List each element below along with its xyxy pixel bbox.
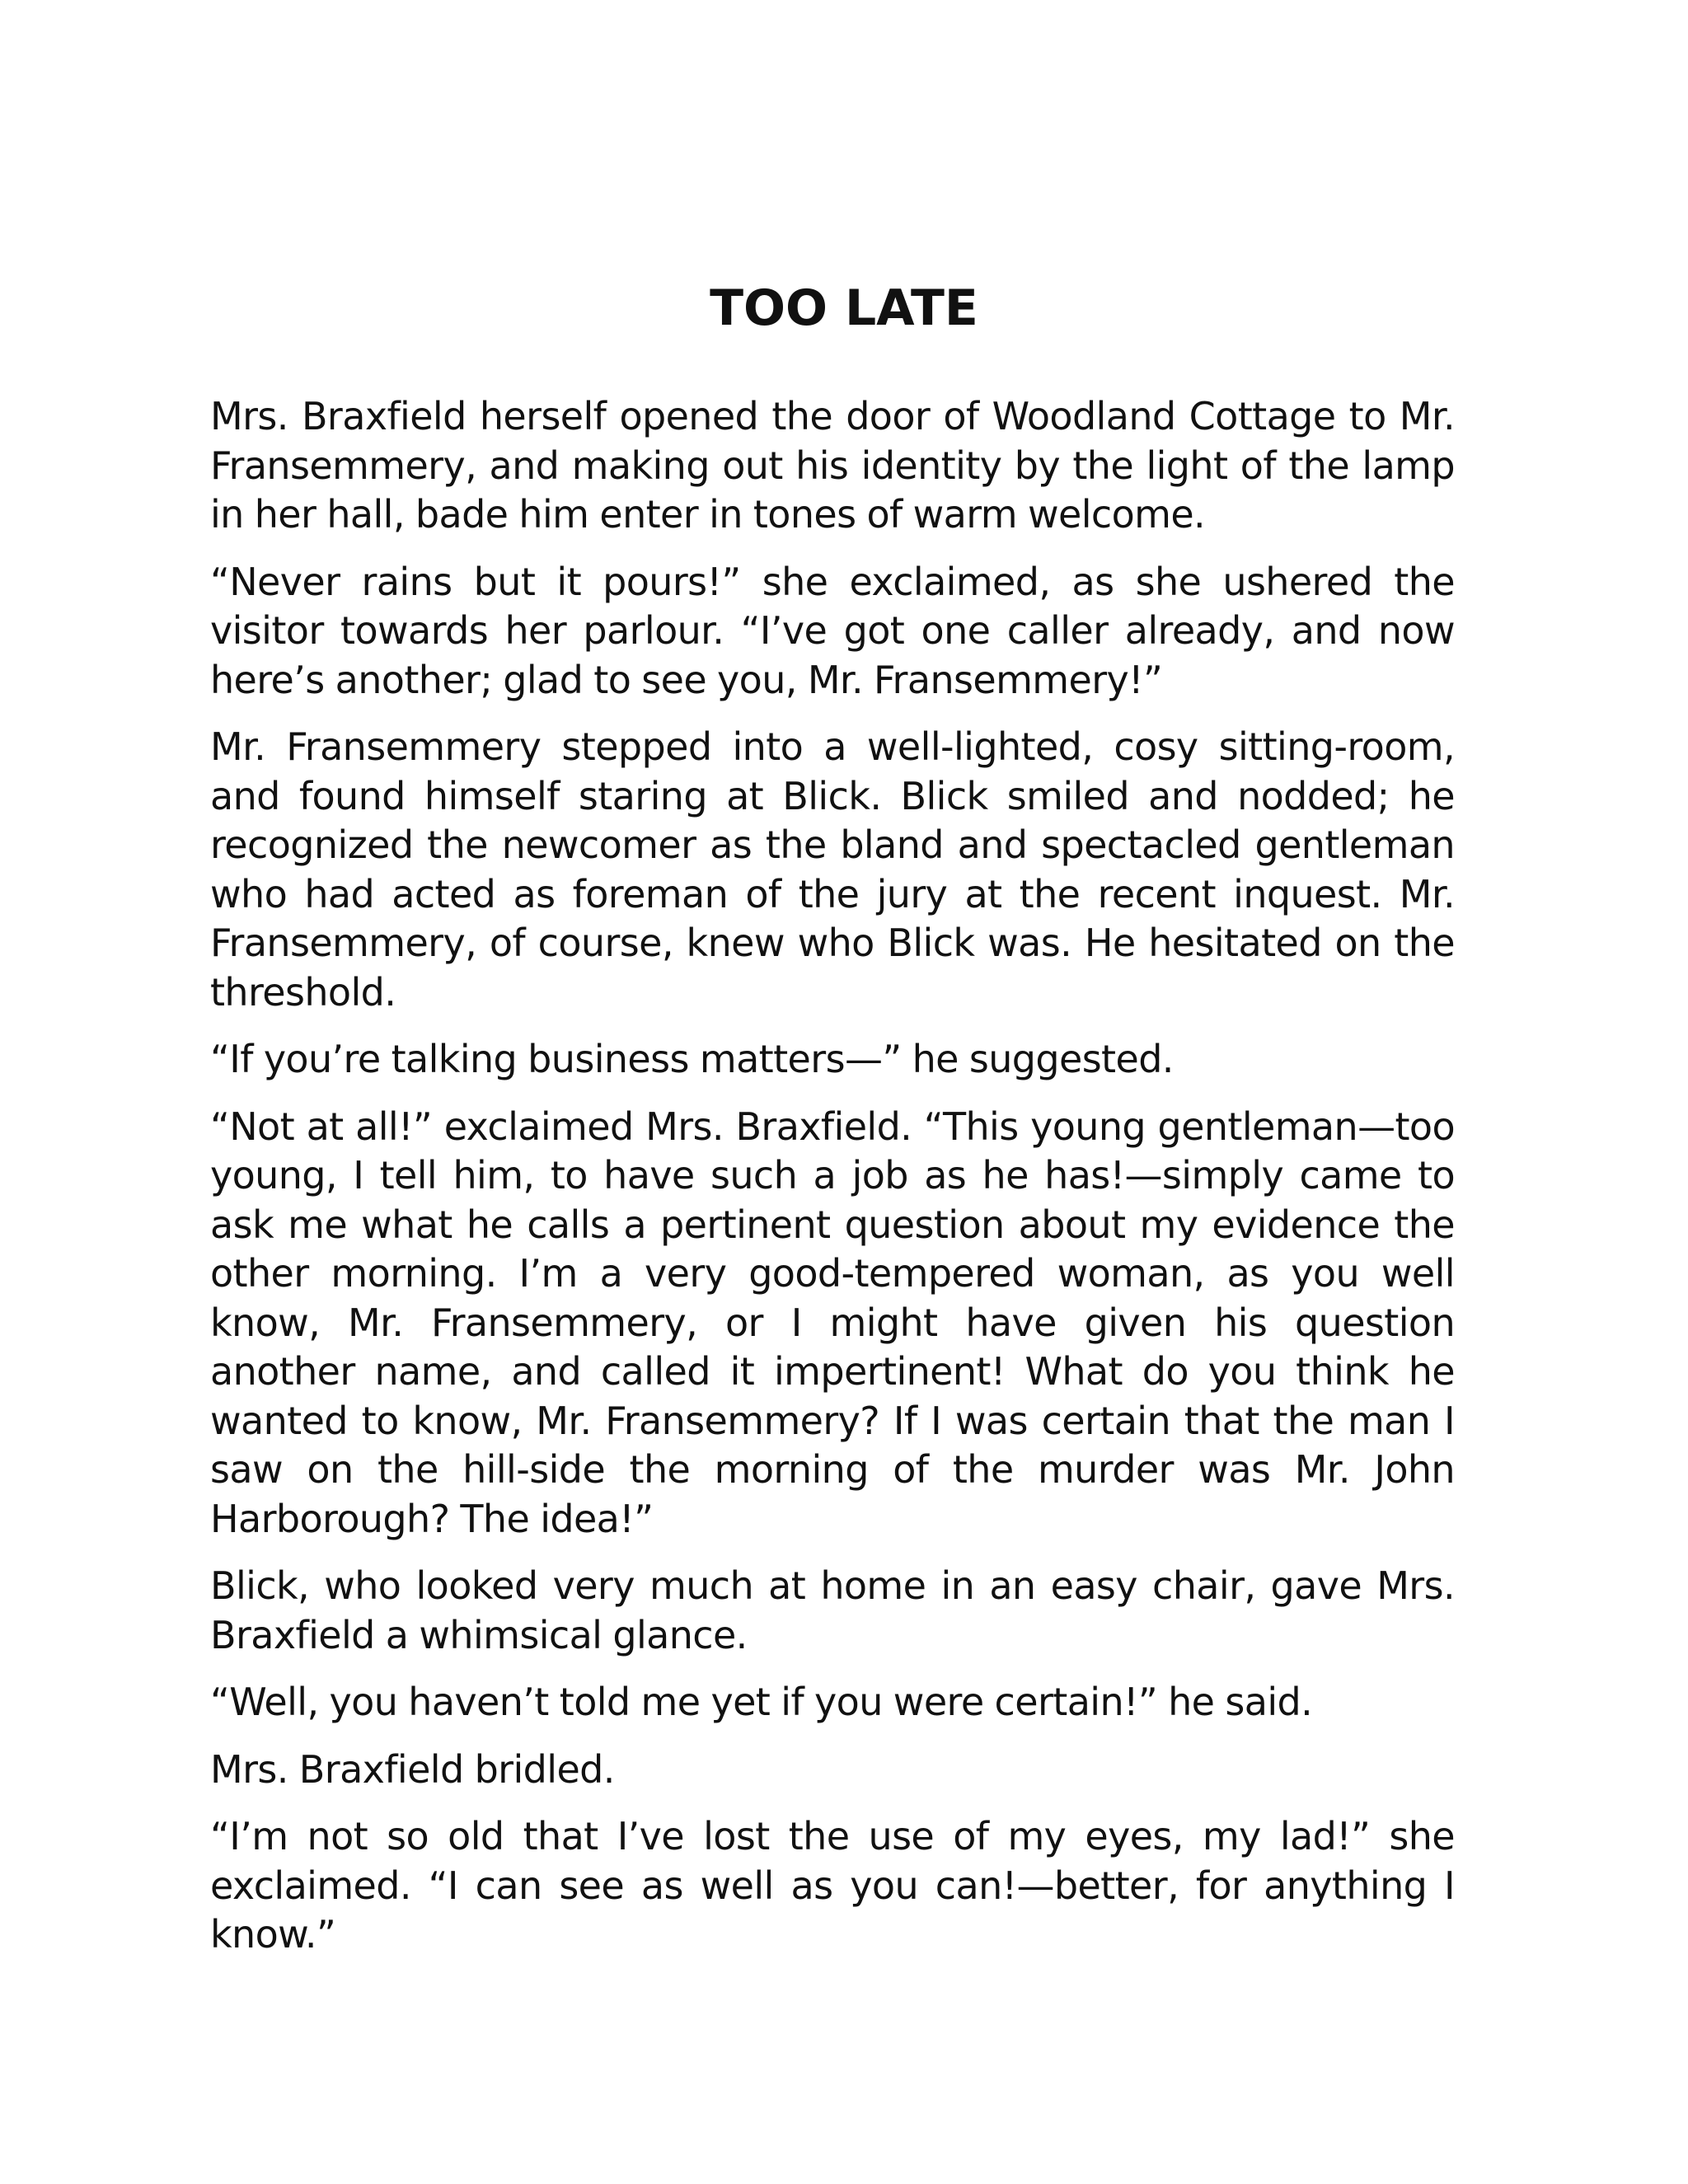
paragraph: Mrs. Braxfield herself opened the door of Woodland Cottage to Mr. Fransemmery, and making out his identity by the light of the lamp in her hall, bade him enter in tones of warm welcome.	[210, 394, 1455, 537]
paragraph: “If you’re talking business matters—” he suggested.	[210, 1037, 1174, 1081]
chapter-body	[210, 392, 1455, 1978]
paragraph: “I’m not so old that I’ve lost the use of my eyes, my lad!” she exclaimed. “I can see as well as you can!—better, for anything I know.”	[210, 1814, 1455, 1957]
paragraph: Mr. Fransemmery stepped into a well-lighted, cosy sitting-room, and found himself staring at Blick. Blick smiled and nodded; he recognized the newcomer as the bland and spectacled gentleman who had acted as foreman of the jury at the recent inquest. Mr. Fransemmery, of course, knew who Blick was. He hesitated on the threshold.	[210, 724, 1455, 1015]
paragraph: “Never rains but it pours!” she exclaimed, as she ushered the visitor towards her parlour. “I’ve got one caller already, and now here’s another; glad to see you, Mr. Fransemmery!”	[210, 559, 1455, 702]
paragraph: Mrs. Braxfield bridled.	[210, 1746, 615, 1792]
paragraph: Blick, who looked very much at home in an easy chair, gave Mrs. Braxfield a whimsical glance.	[210, 1563, 1455, 1657]
paragraph: “Well, you haven’t told me yet if you were certain!” he said.	[210, 1680, 1313, 1724]
paragraph: “Not at all!” exclaimed Mrs. Braxfield. “This young gentleman—too young, I tell him, to have such a job as he has!—simply came to ask me what he calls a pertinent question about my evidence the other morning. I’m a very good-tempered woman, as you well know, Mr. Fransemmery, or I might have given his question another name, and called it impertinent! What do you think he wanted to know, Mr. Fransemmery? If I was certain that the man I saw on the hill-side the morning of the murder was Mr. John Harborough? The idea!”	[210, 1104, 1455, 1541]
chapter-title: TOO LATE	[710, 279, 978, 337]
